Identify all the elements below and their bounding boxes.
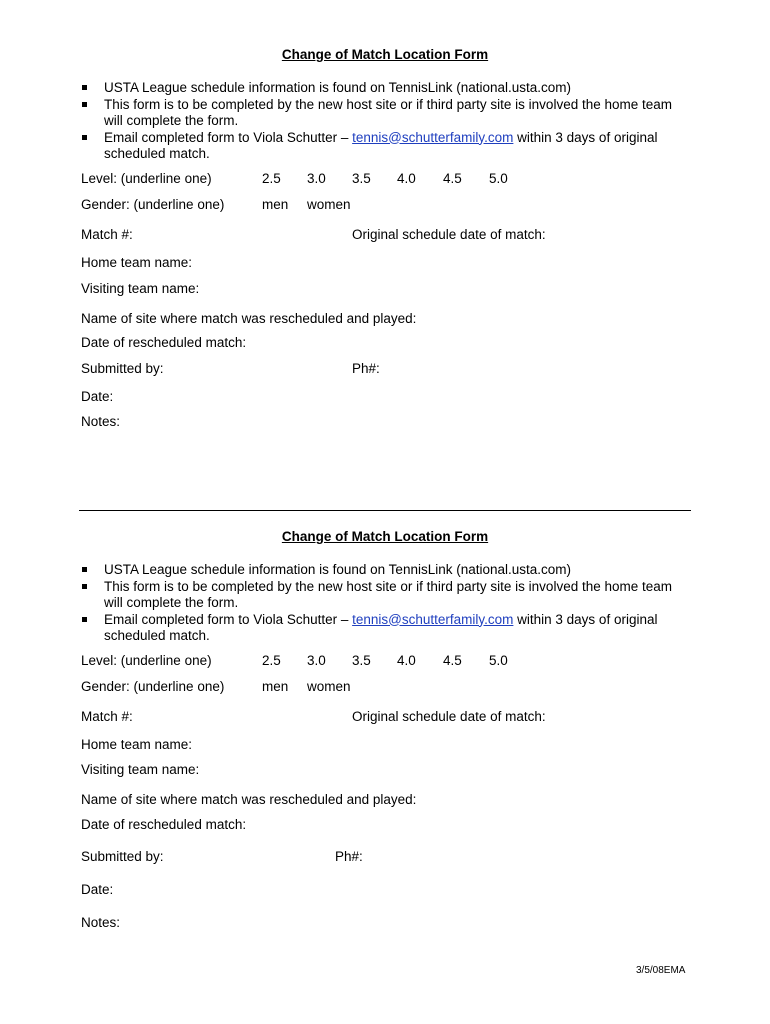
gender-label: Gender: (underline one) <box>81 197 225 212</box>
level-option[interactable]: 2.5 <box>262 171 281 186</box>
square-bullet-icon <box>82 617 87 622</box>
site-label: Name of site where match was rescheduled and played: <box>81 311 417 326</box>
gender-option[interactable]: women <box>307 679 351 694</box>
submitted-by-label: Submitted by: <box>81 849 164 864</box>
level-option[interactable]: 4.5 <box>443 653 462 668</box>
level-option[interactable]: 4.5 <box>443 171 462 186</box>
divider-line <box>79 510 691 511</box>
date-label: Date: <box>81 882 114 897</box>
form-title: Change of Match Location Form <box>281 529 489 544</box>
level-option[interactable]: 3.0 <box>307 653 326 668</box>
home-team-label: Home team name: <box>81 255 193 270</box>
square-bullet-icon <box>82 85 87 90</box>
phone-label: Ph#: <box>335 849 363 864</box>
square-bullet-icon <box>82 102 87 107</box>
level-option[interactable]: 2.5 <box>262 653 281 668</box>
instructions-list <box>80 562 692 645</box>
form-title: Change of Match Location Form <box>281 47 489 62</box>
gender-option[interactable]: men <box>262 679 289 694</box>
rescheduled-date-label: Date of rescheduled match: <box>81 335 247 350</box>
square-bullet-icon <box>82 584 87 589</box>
match-number-label: Match #: <box>81 709 133 724</box>
gender-option[interactable]: women <box>307 197 351 212</box>
original-date-label: Original schedule date of match: <box>352 227 546 242</box>
level-option[interactable]: 5.0 <box>489 171 508 186</box>
rescheduled-date-label: Date of rescheduled match: <box>81 817 247 832</box>
email-link[interactable]: tennis@schutterfamily.com <box>352 129 514 145</box>
original-date-label: Original schedule date of match: <box>352 709 546 724</box>
level-label: Level: (underline one) <box>81 171 212 186</box>
level-option[interactable]: 3.5 <box>352 653 371 668</box>
instruction-item: Email completed form to Viola Schutter – tennis@schutterfamily.com within 3 days of original scheduled match. <box>80 130 692 163</box>
visiting-team-label: Visiting team name: <box>81 762 200 777</box>
notes-label: Notes: <box>81 414 121 429</box>
level-option[interactable]: 4.0 <box>397 653 416 668</box>
square-bullet-icon <box>82 135 87 140</box>
instruction-item: Email completed form to Viola Schutter – tennis@schutterfamily.com within 3 days of original scheduled match. <box>80 612 692 645</box>
notes-label: Notes: <box>81 915 121 930</box>
level-label: Level: (underline one) <box>81 653 212 668</box>
instruction-item: USTA League schedule information is found on TennisLink (national.usta.com) <box>80 80 692 97</box>
phone-label: Ph#: <box>352 361 380 376</box>
gender-option[interactable]: men <box>262 197 289 212</box>
level-option[interactable]: 3.5 <box>352 171 371 186</box>
email-link[interactable]: tennis@schutterfamily.com <box>352 611 514 627</box>
gender-label: Gender: (underline one) <box>81 679 225 694</box>
instruction-item: USTA League schedule information is found on TennisLink (national.usta.com) <box>80 562 692 579</box>
instruction-item: This form is to be completed by the new host site or if third party site is involved the home team will complete the form. <box>80 579 692 612</box>
square-bullet-icon <box>82 567 87 572</box>
match-number-label: Match #: <box>81 227 133 242</box>
instruction-item: This form is to be completed by the new host site or if third party site is involved the home team will complete the form. <box>80 97 692 130</box>
date-label: Date: <box>81 389 114 404</box>
level-option[interactable]: 4.0 <box>397 171 416 186</box>
instructions-list <box>80 80 692 163</box>
level-option[interactable]: 3.0 <box>307 171 326 186</box>
level-option[interactable]: 5.0 <box>489 653 508 668</box>
home-team-label: Home team name: <box>81 737 193 752</box>
site-label: Name of site where match was rescheduled and played: <box>81 792 417 807</box>
visiting-team-label: Visiting team name: <box>81 281 200 296</box>
footer-code: 3/5/08EMA <box>636 965 686 976</box>
submitted-by-label: Submitted by: <box>81 361 164 376</box>
